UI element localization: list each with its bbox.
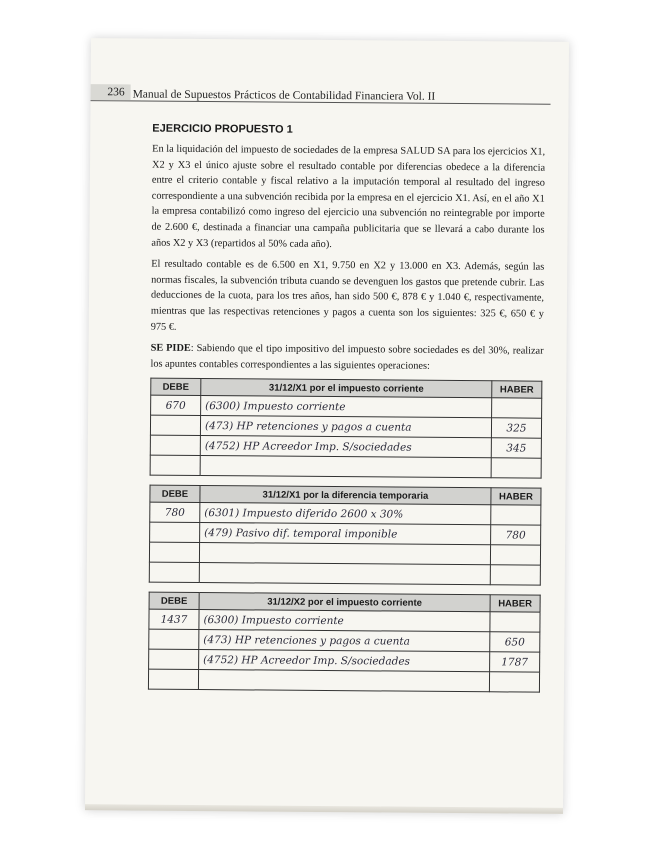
concept: (473) HP retenciones y pagos a cuenta	[200, 416, 491, 438]
haber-amount	[491, 458, 541, 478]
haber-amount: 780	[491, 525, 541, 545]
haber-amount	[490, 612, 540, 632]
haber-amount	[490, 545, 540, 565]
haber-header: HABER	[490, 595, 540, 612]
table-row	[150, 455, 541, 478]
debe-amount: 780	[150, 502, 200, 522]
haber-header: HABER	[492, 381, 542, 398]
debe-amount	[150, 455, 200, 475]
debe-amount	[150, 522, 200, 542]
debe-header: DEBE	[149, 592, 199, 609]
concept: (6301) Impuesto diferido 2600 x 30%	[200, 503, 491, 525]
haber-amount: 650	[490, 632, 540, 652]
debe-amount: 1437	[149, 609, 199, 629]
concept: (473) HP retenciones y pagos a cuenta	[199, 630, 490, 652]
entry-title: 31/12/X1 por la diferencia temporaria	[200, 486, 491, 505]
table-row	[148, 669, 539, 692]
concept: (4752) HP Acreedor Imp. S/sociedades	[200, 436, 491, 458]
statement-paragraph-2: El resultado contable es de 6.500 en X1, 9.750 en X2 y 13.000 en X3. Además, según las normas fiscales, la subvención tributa cuando se devenguen los gastos que pretende cubrir. Las deducciones de la cuota, para los tres años, han sido 500 €, 878 € y 1.040 €, respectivamente, mientras que las respectivas retenciones y pagos a cuenta son los siguientes: 325 €, 650 € y 975 €.	[150, 258, 545, 333]
debe-amount	[150, 415, 200, 435]
book-page	[85, 38, 569, 814]
debe-amount	[149, 562, 199, 582]
concept: (4752) HP Acreedor Imp. S/sociedades	[199, 650, 490, 672]
entry-title: 31/12/X2 por el impuesto corriente	[199, 593, 490, 612]
haber-amount	[490, 565, 540, 585]
exercise-title: EJERCICIO PROPUESTO 1	[152, 122, 293, 136]
haber-amount	[489, 672, 539, 692]
haber-amount: 325	[491, 418, 541, 438]
haber-amount: 345	[491, 438, 541, 458]
concept	[200, 456, 491, 478]
haber-amount	[491, 505, 541, 525]
page-content	[148, 123, 545, 693]
debe-amount	[149, 629, 199, 649]
debe-amount	[149, 542, 199, 562]
se-pide-label: SE PIDE	[150, 342, 191, 355]
haber-amount	[492, 398, 542, 418]
page-bottom-edge	[85, 804, 563, 814]
debe-amount	[150, 435, 200, 455]
concept: (479) Pasivo dif. temporal imponible	[200, 523, 491, 545]
haber-header: HABER	[491, 488, 541, 505]
table-row	[149, 562, 540, 585]
debe-amount	[149, 649, 199, 669]
debe-amount: 670	[151, 395, 201, 415]
concept	[198, 670, 489, 692]
debe-header: DEBE	[150, 485, 200, 502]
task-paragraph	[150, 341, 543, 375]
entry-title: 31/12/X1 por el impuesto corriente	[201, 379, 492, 398]
debe-amount	[148, 669, 198, 689]
journal-table-x1-deferred	[149, 485, 542, 586]
book-title: Manual de Supuestos Prácticos de Contabilidad Financiera Vol. II	[132, 88, 436, 103]
journal-table-x1-current	[150, 378, 543, 479]
concept	[199, 543, 490, 565]
journal-table-x2-current	[148, 592, 541, 693]
statement-paragraph-1: En la liquidación del impuesto de sociedades de la empresa SALUD SA para los ejercicios X1, X2 y X3 el único ajuste sobre el resultado contable por diferencias obedece a la diferencia entre el criterio contable y fiscal relativo a la imputación temporal al resultado del ingreso correspondiente a una subvención recibida por la empresa en el ejercicio X1. Así, en el año X1 la empresa contabilizó como ingreso del ejercicio una subvención no reintegrable por importe de 2.600 €, destinada a financiar una campaña publicitaria que se llevará a cabo durante los años X2 y X3 (repartidos al 50% cada año).	[151, 143, 546, 250]
se-pide-text: : Sabiendo que el tipo impositivo del impuesto sobre sociedades es del 30%, realizar los apuntes contables correspondientes a las siguientes operaciones:	[150, 343, 544, 372]
debe-header: DEBE	[151, 378, 201, 395]
concept: (6300) Impuesto corriente	[199, 610, 490, 632]
haber-amount: 1787	[490, 652, 540, 672]
page-number: 236	[91, 84, 131, 100]
running-header	[91, 82, 551, 105]
concept: (6300) Impuesto corriente	[201, 396, 492, 418]
concept	[199, 563, 490, 585]
